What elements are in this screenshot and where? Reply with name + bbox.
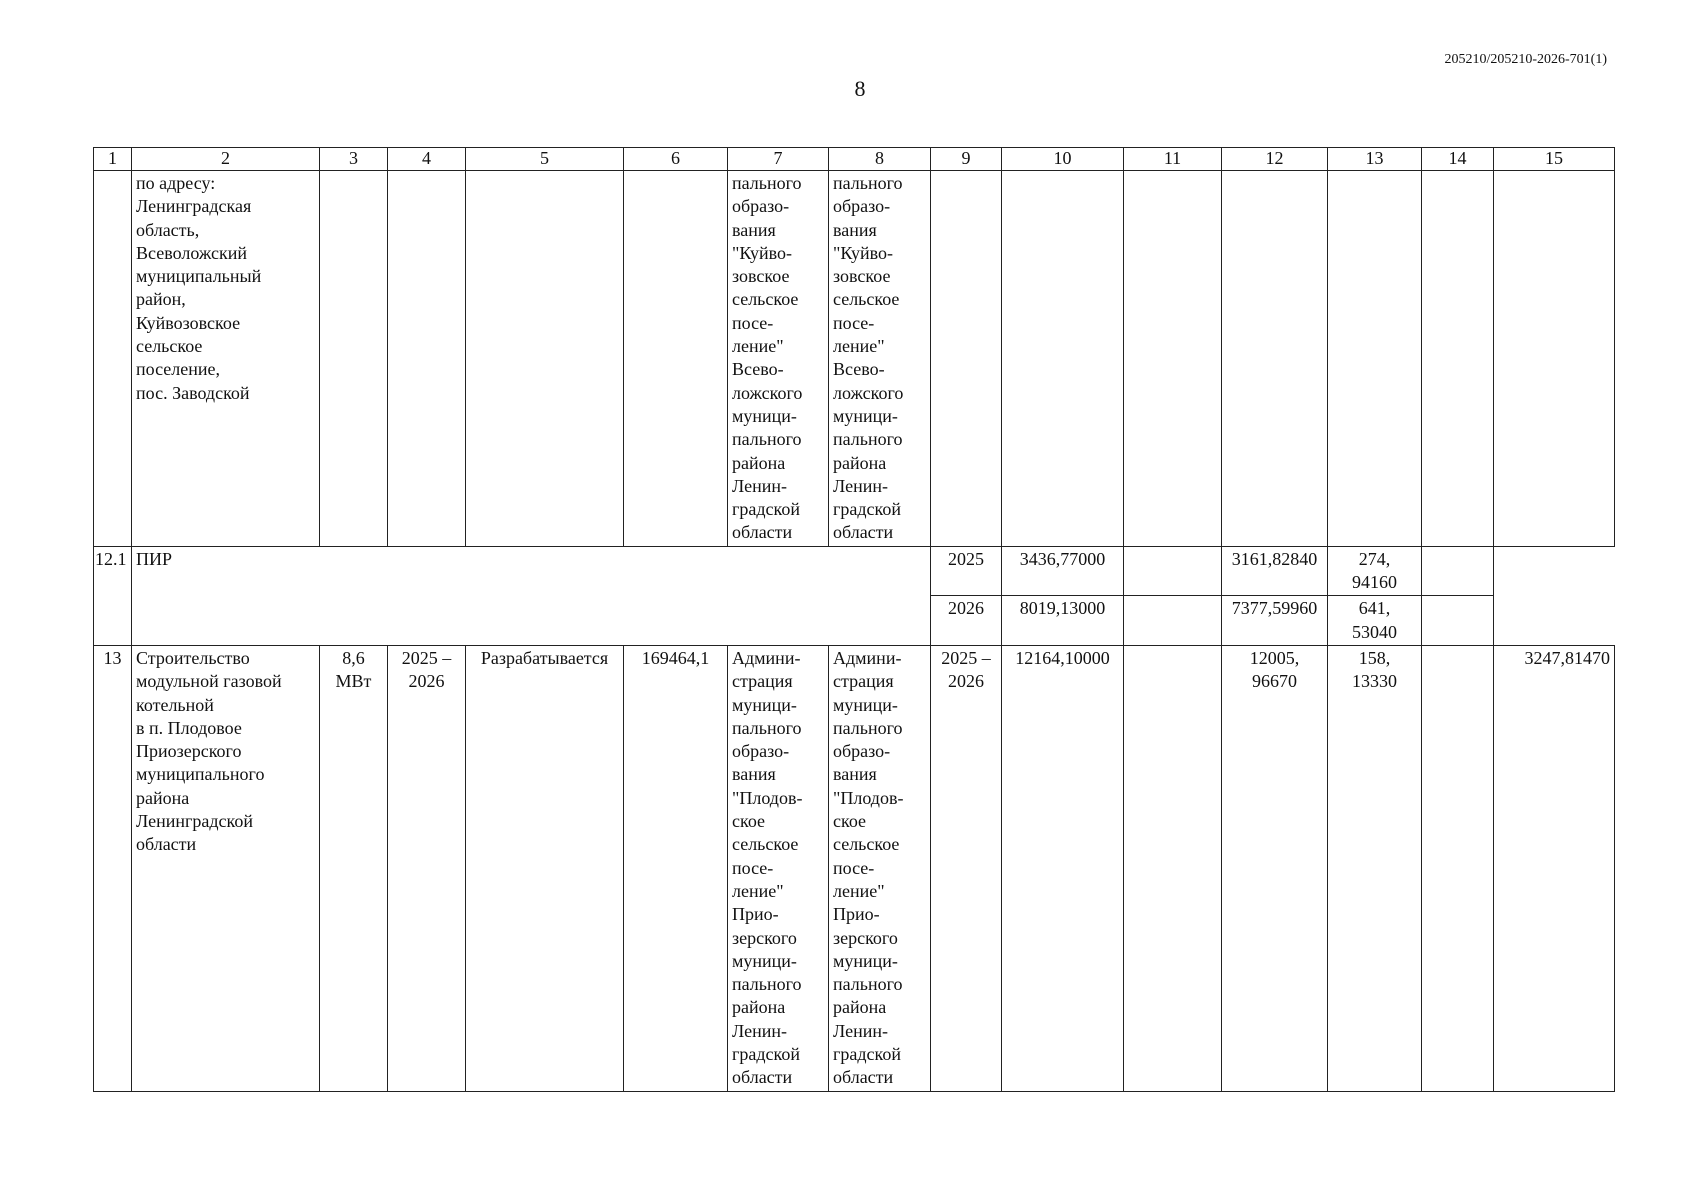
cell-status [466, 171, 624, 547]
period-cell: 2025 – 2026 [388, 645, 466, 1091]
col12-cell: 12005, 96670 [1222, 645, 1328, 1091]
cell-col11 [1124, 645, 1222, 1091]
cell-col11 [1124, 546, 1222, 596]
column-header: 7 [728, 148, 829, 171]
column-header: 10 [1002, 148, 1124, 171]
row-number: 12.1 [94, 546, 132, 645]
cell-col14 [1422, 645, 1494, 1091]
column-header: 6 [624, 148, 728, 171]
col13-cell: 158, 13330 [1328, 645, 1422, 1091]
total-cell: 3436,77000 [1002, 546, 1124, 596]
column-header: 13 [1328, 148, 1422, 171]
column-header: 9 [931, 148, 1002, 171]
status-cell: Разрабатывается [466, 645, 624, 1091]
cell-col15 [1494, 171, 1615, 547]
total-cell: 12164,10000 [1002, 645, 1124, 1091]
column-header: 14 [1422, 148, 1494, 171]
document-id: 205210/205210-2026-701(1) [1444, 52, 1607, 67]
table-row-12-1-2025 [94, 546, 1615, 596]
col13-cell: 641, 53040 [1328, 596, 1422, 646]
year-cell: 2026 [931, 596, 1002, 646]
column-header: 8 [829, 148, 931, 171]
cell-cost [624, 171, 728, 547]
capacity-cell: 8,6 МВт [320, 645, 388, 1091]
cell-col14 [1422, 171, 1494, 547]
cell-col15-empty [1494, 546, 1615, 645]
cell-col11 [1124, 171, 1222, 547]
cell-col14 [1422, 546, 1494, 596]
column-header: 4 [388, 148, 466, 171]
column-header: 11 [1124, 148, 1222, 171]
program-table [93, 147, 1615, 1092]
cost-cell: 169464,1 [624, 645, 728, 1091]
object-address-cell: по адресу: Ленинградская область, Всеволожский муниципальный район, Куйвозовское сельское поселение, пос. Заводской [132, 171, 320, 547]
column-number-row [94, 148, 1615, 171]
column-header: 1 [94, 148, 132, 171]
subitem-name: ПИР [132, 546, 931, 645]
cell-capacity [320, 171, 388, 547]
total-cell: 8019,13000 [1002, 596, 1124, 646]
customer-cell: Админи- страция муници- пального образо- вания "Плодов- ское сельское посе- ление" Прио- зерского муници- пального района Ленин- градской области [728, 645, 829, 1091]
column-header: 2 [132, 148, 320, 171]
table-row-13 [94, 645, 1615, 1091]
col13-cell: 274, 94160 [1328, 546, 1422, 596]
owner-cell: Админи- страция муници- пального образо- вания "Плодов- ское сельское посе- ление" Прио- зерского муници- пального района Ленин- градской области [829, 645, 931, 1091]
cell-col14 [1422, 596, 1494, 646]
cell-col12 [1222, 171, 1328, 547]
customer-cell: пального образо- вания "Куйво- зовское сельское посе- ление" Всево- ложского муници- пального района Ленин- градской области [728, 171, 829, 547]
cell-years [931, 171, 1002, 547]
table-row-12-continued [94, 171, 1615, 547]
column-header: 3 [320, 148, 388, 171]
col12-cell: 3161,82840 [1222, 546, 1328, 596]
column-header: 12 [1222, 148, 1328, 171]
years-cell: 2025 – 2026 [931, 645, 1002, 1091]
cell-period [388, 171, 466, 547]
cell-total [1002, 171, 1124, 547]
column-header: 15 [1494, 148, 1615, 171]
column-header: 5 [466, 148, 624, 171]
cell-num [94, 171, 132, 547]
year-cell: 2025 [931, 546, 1002, 596]
owner-cell: пального образо- вания "Куйво- зовское сельское посе- ление" Всево- ложского муници- пального района Ленин- градской области [829, 171, 931, 547]
col15-cell: 3247,81470 [1494, 645, 1615, 1091]
row-number: 13 [94, 645, 132, 1091]
cell-col11 [1124, 596, 1222, 646]
cell-col13 [1328, 171, 1422, 547]
page-number: 8 [854, 76, 866, 101]
col12-cell: 7377,59960 [1222, 596, 1328, 646]
object-name-cell: Строительство модульной газовой котельной в п. Плодовое Приозерского муниципального района Ленинградской области [132, 645, 320, 1091]
